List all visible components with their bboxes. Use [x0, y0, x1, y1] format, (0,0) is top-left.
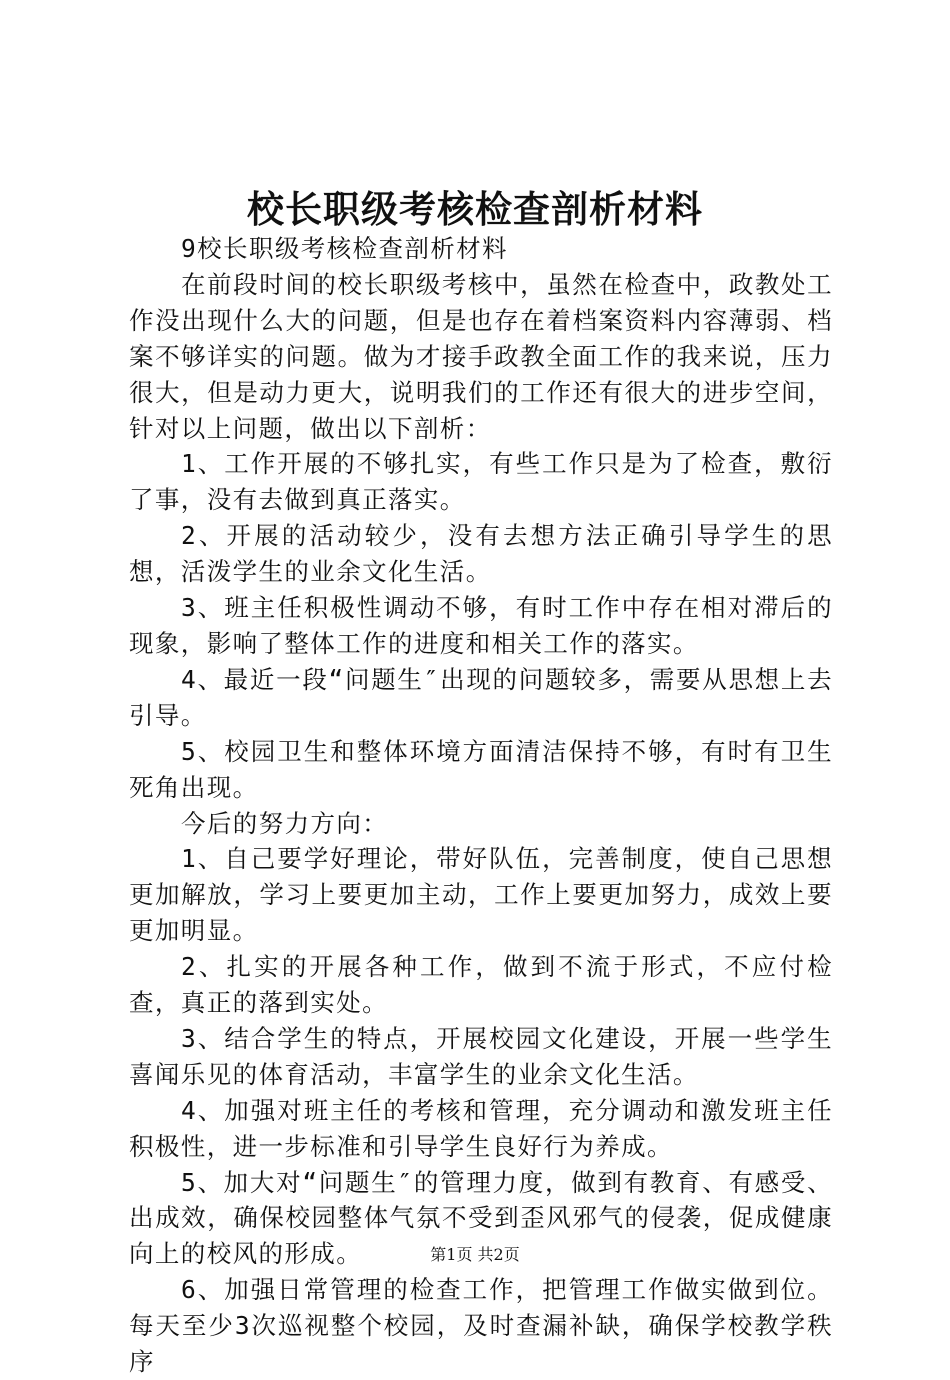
document-body — [129, 231, 833, 1380]
paragraph: 1、自己要学好理论，带好队伍，完善制度，使自己思想更加解放，学习上要更加主动，工作上要更加努力，成效上要更加明显。 — [129, 844, 833, 946]
paragraph: 2、扎实的开展各种工作，做到不流于形式，不应付检查，真正的落到实处。 — [129, 952, 833, 1018]
paragraph: 今后的努力方向： — [181, 808, 389, 838]
document-title: 校长职级考核检查剖析材料 — [247, 187, 703, 231]
paragraph: 3、结合学生的特点，开展校园文化建设，开展一些学生喜闻乐见的体育活动，丰富学生的业余文化生活。 — [129, 1023, 833, 1089]
paragraph: 5、加大对“问题生″的管理力度，做到有教育、有感受、出成效，确保校园整体气氛不受到歪风邪气的侵袭，促成健康向上的校风的形成。 — [129, 1167, 833, 1269]
paragraph: 5、校园卫生和整体环境方面清洁保持不够，有时有卫生死角出现。 — [129, 736, 833, 802]
paragraph: 在前段时间的校长职级考核中，虽然在检查中，政教处工作没出现什么大的问题，但是也存在着档案资料内容薄弱、档案不够详实的问题。做为才接手政教全面工作的我来说，压力很大，但是动力更大，说明我们的工作还有很大的进步空间，针对以上问题，做出以下剖析： — [129, 269, 833, 443]
paragraph: 3、班主任积极性调动不够，有时工作中存在相对滞后的现象，影响了整体工作的进度和相关工作的落实。 — [129, 593, 833, 658]
paragraph: 1、工作开展的不够扎实，有些工作只是为了检查，敷衍了事，没有去做到真正落实。 — [129, 449, 833, 515]
paragraph: 9校长职级考核检查剖析材料 — [181, 234, 508, 263]
paragraph: 6、加强日常管理的检查工作，把管理工作做实做到位。每天至少3次巡视整个校园，及时查漏补缺，确保学校教学秩序 — [129, 1275, 833, 1377]
paragraph: 4、最近一段“问题生″出现的问题较多，需要从思想上去引导。 — [129, 664, 833, 730]
page-footer: 第1页 共2页 — [430, 1245, 520, 1264]
paragraph: 2、开展的活动较少，没有去想方法正确引导学生的思想，活泼学生的业余文化生活。 — [129, 521, 833, 587]
paragraph: 4、加强对班主任的考核和管理，充分调动和激发班主任积极性，进一步标准和引导学生良好行为养成。 — [129, 1095, 833, 1161]
